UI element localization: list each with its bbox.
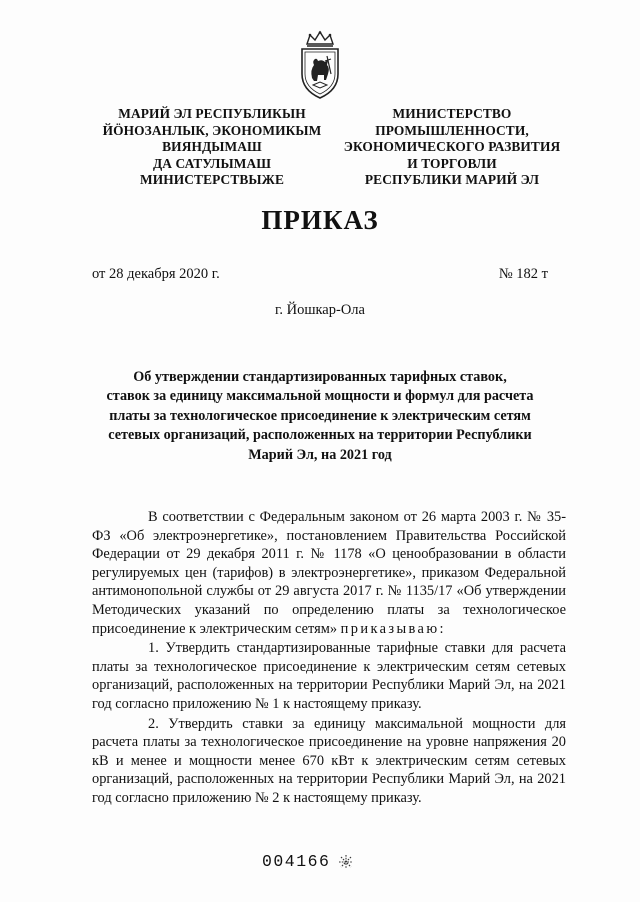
header-right-line: МИНИСТЕРСТВО bbox=[392, 106, 512, 121]
header-right-line: ПРОМЫШЛЕННОСТИ, bbox=[375, 122, 529, 138]
document-date: от 28 декабря 2020 г. bbox=[92, 266, 220, 282]
subject-line: Марий Эл, на 2021 год bbox=[248, 446, 392, 463]
header-right-line: И ТОРГОВЛИ bbox=[407, 155, 497, 171]
subject-line: ставок за единицу максимальной мощности и формул для расчета bbox=[106, 388, 534, 405]
header-left-line: МАРИЙ ЭЛ РЕСПУБЛИКЫН bbox=[118, 106, 306, 121]
header-ministry-mari bbox=[92, 106, 332, 189]
header-right-line: РЕСПУБЛИКИ МАРИЙ ЭЛ bbox=[364, 172, 540, 187]
asterisk-mark-icon bbox=[338, 854, 354, 870]
header-right-line: ЭКОНОМИЧЕСКОГО РАЗВИТИЯ bbox=[343, 139, 561, 154]
subject-line: сетевых организаций, расположенных на территории Республики bbox=[108, 427, 532, 444]
document-number: № 182 т bbox=[498, 266, 548, 282]
serial-number: 004166 bbox=[262, 852, 331, 871]
subject-line: Об утверждении стандартизированных тарифных ставок, bbox=[133, 369, 507, 385]
document-title: ПРИКАЗ bbox=[261, 205, 379, 235]
coat-of-arms-icon bbox=[298, 30, 342, 100]
preamble-paragraph bbox=[92, 508, 566, 638]
header-ministry-russian bbox=[332, 106, 572, 189]
document-city: г. Йошкар-Ола bbox=[275, 302, 365, 318]
document-subject bbox=[100, 368, 540, 465]
order-item-2: 2. Утвердить ставки за единицу максимальной мощности для расчета платы за технологическое присоединение на уровне напряжения 20 кВ и менее и мощности менее 670 кВт к электрическим сетям сетевых организаций, расположенных на территории Республики Марий Эл, на 2021 год согласно приложению № 2 к настоящему приказу. bbox=[92, 715, 566, 806]
subject-line: платы за технологическое присоединение к электрическим сетям bbox=[109, 407, 531, 424]
order-word: приказываю: bbox=[340, 620, 446, 637]
preamble-text: В соответствии с Федеральным законом от 26 марта 2003 г. № 35-ФЗ «Об электроэнергетике», постановлением Правительства Российской Федерации от 29 декабря 2011 г. № 1178 «О ценообразовании в области регулируемых цен (тарифов) в электроэнергетике», приказом Федеральной антимонопольной службы от 29 августа 2017 г. № 1135/17 «Об утверждении Методических указаний по определению платы за технологическое присоединение к электрическим сетям» bbox=[92, 509, 566, 637]
header-left-line: ВИЯНДЫМАШ bbox=[162, 139, 262, 154]
header-left-line: ДА САТУЛЫМАШ bbox=[152, 155, 272, 171]
header-left-line: ЙӦНОЗАНЛЫК, ЭКОНОМИКЫМ bbox=[102, 122, 322, 138]
order-item-1: 1. Утвердить стандартизированные тарифные ставки для расчета платы за технологическое присоединение к электрическим сетям сетевых организаций, расположенных на территории Республики Марий Эл, на 2021 год согласно приложению № 1 к настоящему приказу. bbox=[92, 640, 566, 712]
header-left-line: МИНИСТЕРСТВЫЖЕ bbox=[139, 172, 284, 187]
document-body bbox=[92, 508, 566, 808]
